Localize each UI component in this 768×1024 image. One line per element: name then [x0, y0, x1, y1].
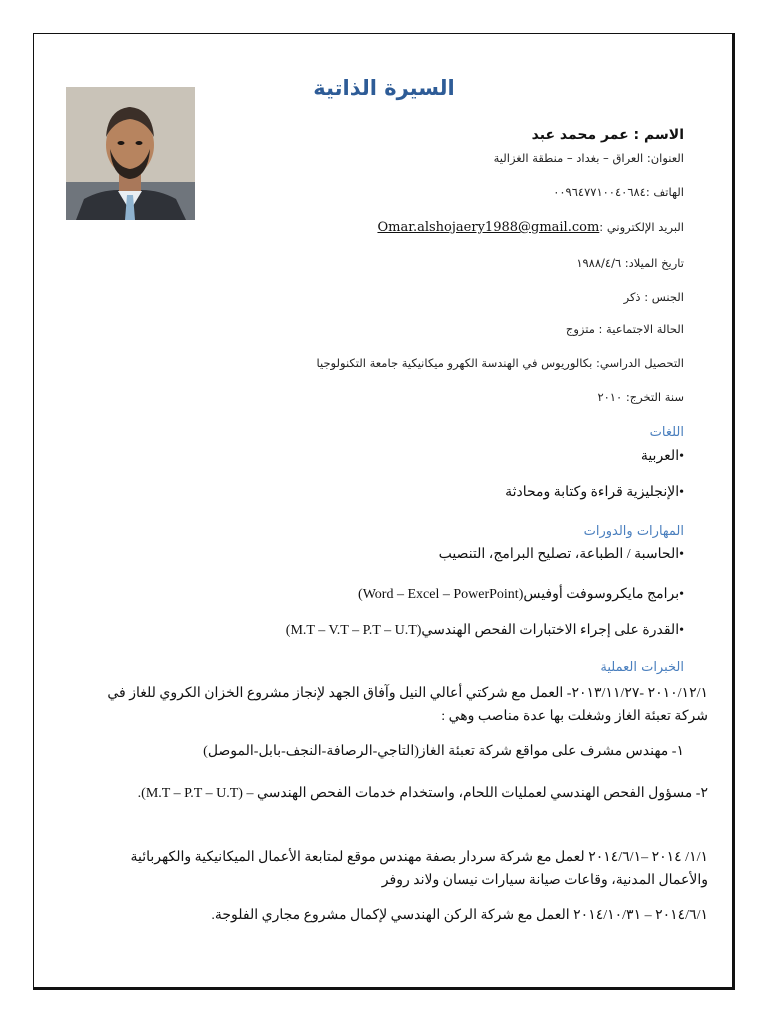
email-link[interactable]: Omar.alshojaery1988@gmail.com	[377, 220, 600, 235]
phone-line: الهاتف :٠٠٩٦٤٧٧١٠٠٤٠٦٨٤	[553, 185, 684, 199]
address-line: العنوان: العراق – بغداد – منطقة الغزالية	[493, 151, 684, 165]
skills-heading: المهارات والدورات	[583, 524, 684, 539]
experience-heading: الخبرات العملية	[600, 660, 684, 675]
education-line: التحصيل الدراسي: بكالوريوس في الهندسة الكهرو ميكانيكية جامعة التكنولوجيا	[316, 356, 684, 370]
graduation-line: سنة التخرج: ٢٠١٠	[597, 390, 684, 404]
name-line: الاسم : عمر محمد عبد	[531, 127, 684, 143]
profile-photo	[66, 87, 195, 220]
birth-line: تاريخ الميلاد: ١٩٨٨/٤/٦	[576, 256, 684, 270]
experience-paragraph: ١/١/ ٢٠١٤ –٢٠١٤/٦/١ لعمل مع شركة سردار بصفة مهندس موقع لمتابعة الأعمال الميكانيكية والكهربائية والأعمال المدنية، وقاعات صيانة سيارات نيسان ولاند روفر	[130, 850, 708, 888]
skill-item: •القدرة على إجراء الاختبارات الفحص الهندسي(M.T – V.T – P.T – U.T)	[285, 623, 684, 638]
skill-item: •الحاسبة / الطباعة، تصليح البرامج، التنصيب	[438, 547, 684, 562]
languages-heading: اللغات	[649, 425, 684, 440]
experience-paragraph: ١- مهندس مشرف على مواقع شركة تعبئة الغاز(التاجي-الرصافة-النجف-بابل-الموصل)	[203, 744, 684, 759]
language-item: •الإنجليزية قراءة وكتابة ومحادثة	[505, 485, 684, 500]
email-label: البريد الإلكتروني :	[599, 220, 684, 234]
experience-paragraph: ٢٠١٠/١٢/١ -٢٠١٣/١١/٢٧- العمل مع شركتي أعالي النيل وآفاق الجهد لإنجاز مشروع الخزان الكروي للغاز في شركة تعبئة الغاز وشغلت بها عدة مناصب وهي :	[107, 686, 708, 724]
email-line	[377, 220, 684, 235]
document-title: السيرة الذاتية	[313, 76, 455, 100]
experience-paragraph: ٢- مسؤول الفحص الهندسي لعمليات اللحام، واستخدام خدمات الفحص الهندسي – (M.T – P.T – U.T).	[137, 786, 708, 801]
gender-line: الجنس : ذكر	[623, 290, 684, 304]
marital-line: الحالة الاجتماعية : متزوج	[565, 322, 684, 336]
skill-item: •برامج مايكروسوفت أوفيس(Word – Excel – PowerPoint)	[358, 587, 684, 602]
language-item: •العربية	[640, 449, 684, 464]
experience-paragraph: ٢٠١٤/٦/١ – ٢٠١٤/١٠/٣١ العمل مع شركة الركن الهندسي لإكمال مشروع مجاري الفلوجة.	[211, 908, 708, 923]
